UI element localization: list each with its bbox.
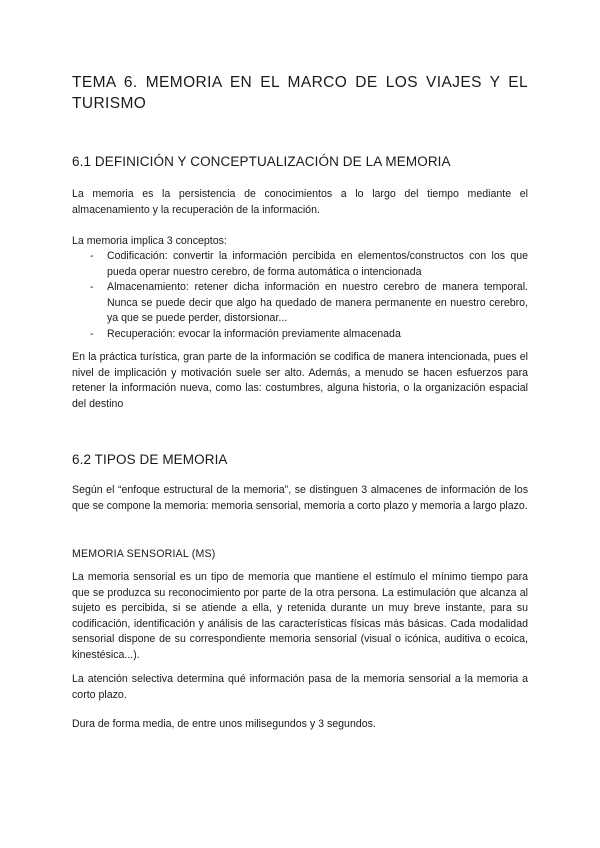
structural-approach-paragraph: Según el “enfoque estructural de la memoria”, se distinguen 3 almacenes de información de los que se compone la memoria: memoria sensorial, memoria a corto plazo y memoria a largo plazo. — [72, 484, 528, 512]
list-bullet: - — [90, 281, 94, 293]
list-item-codificacion — [72, 249, 528, 280]
list-item-almacenamiento — [72, 280, 528, 327]
list-item-text: Almacenamiento: retener dicha información en nuestro cerebro de manera temporal. Nunca se puede decir que algo ha quedado de manera permanente en nuestro cerebro, ya que se puede perder, distorsionar... — [107, 281, 528, 324]
section-heading-types: 6.2 TIPOS DE MEMORIA — [72, 452, 228, 467]
section-heading-definition: 6.1 DEFINICIÓN Y CONCEPTUALIZACIÓN DE LA MEMORIA — [72, 154, 451, 169]
sensory-memory-paragraph: La memoria sensorial es un tipo de memoria que mantiene el estímulo el mínimo tiempo para que se produzca su reconocimiento por parte de la otra persona. La estimulación que alcanza al sujeto es percibida, si se atiende a ella, y retenida durante un muy breve instante, para su codificación, identificación y análisis de las características físicas más básicas. Cada modalidad sensorial dispone de su correspondiente memoria sensorial (visual o icónica, auditiva o ecoica, kinestésica...). — [72, 571, 528, 661]
list-item-recuperacion — [72, 327, 528, 343]
subheading-sensory-memory: MEMORIA SENSORIAL (MS) — [72, 548, 216, 560]
tourism-paragraph: En la práctica turística, gran parte de la información se codifica de manera intencionada, pues el nivel de implicación y motivación suele ser alto. Además, a menudo se hacen esfuerzos para retener la información nueva, como las: costumbres, alguna historia, o la organización espacial del destino — [72, 351, 528, 410]
list-item-text: Recuperación: evocar la información previamente almacenada — [107, 327, 401, 340]
list-bullet: - — [90, 327, 94, 340]
topic-title: TEMA 6. MEMORIA EN EL MARCO DE LOS VIAJES Y EL TURISMO — [72, 74, 528, 112]
list-bullet: - — [90, 250, 94, 262]
list-item-text: Codificación: convertir la información percibida en elementos/constructos con los que pueda operar nuestro cerebro, de forma automática o intencionada — [107, 250, 528, 278]
selective-attention-paragraph: La atención selectiva determina qué información pasa de la memoria sensorial a la memoria a corto plazo. — [72, 673, 528, 701]
concepts-intro: La memoria implica 3 conceptos: — [72, 235, 227, 247]
concepts-list — [72, 249, 528, 342]
duration-paragraph: Dura de forma media, de entre unos milisegundos y 3 segundos. — [72, 718, 376, 730]
definition-paragraph: La memoria es la persistencia de conocimientos a lo largo del tiempo mediante el almacenamiento y la recuperación de la información. — [72, 188, 528, 216]
